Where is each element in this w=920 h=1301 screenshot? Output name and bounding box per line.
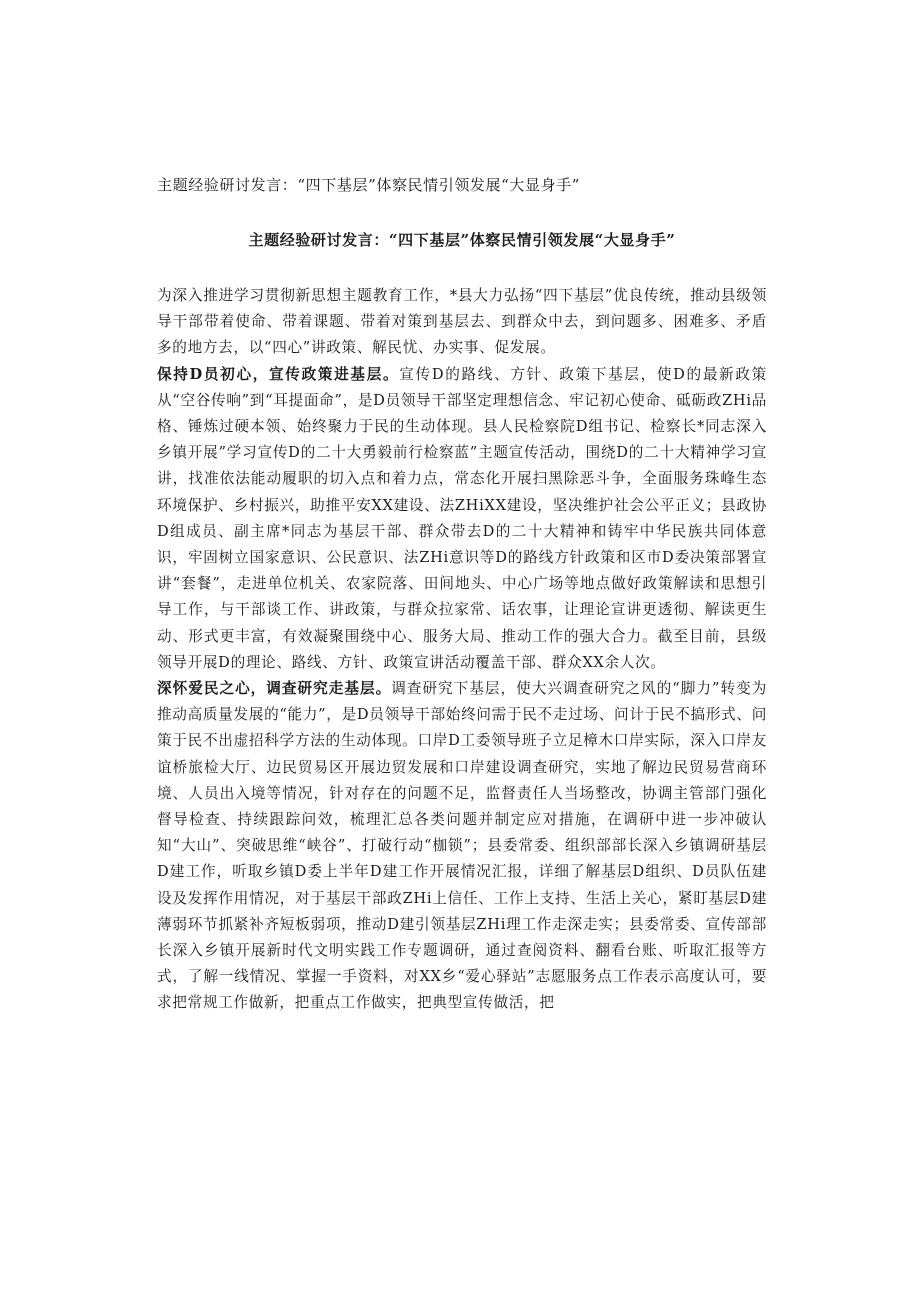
paragraph-text: 为深入推进学习贯彻新思想主题教育工作，*县大力弘扬“四下基层”优良传统，推动县级领导干部带着使命、带着课题、带着对策到基层去、到群众中去，到问题多、困难多、矛盾多的地方去，以“四心”讲政策、解民忧、办实事、促发展。 bbox=[157, 287, 767, 357]
paragraph-lead-heading: 深怀爱民之心，调查研究走基层。 bbox=[157, 680, 392, 698]
document-body bbox=[157, 283, 767, 1017]
running-title: 主题经验研讨发言：“四下基层”体察民情引领发展“大显身手” bbox=[157, 176, 581, 194]
paragraph-intro bbox=[157, 283, 767, 362]
paragraph-propaganda bbox=[157, 362, 767, 676]
paragraph-text: 宣传D的路线、方针、政策下基层，使D的最新政策从“空谷传响”到“耳提面命”，是D员领导干部坚定理想信念、牢记初心使命、砥砺政ZHi品格、锤炼过硬本领、始终聚力于民的生动体现。县人民检察院D组书记、检察长*同志深入乡镇开展”学习宣传D的二十大勇毅前行检察蓝”主题宣传活动，围绕D的二十大精神学习宣讲，找准依法能动履职的切入点和着力点，常态化开展扫黑除恶斗争，全面服务珠峰生态环境保护、乡村振兴，助推平安XX建设、法ZHiXX建设，坚决维护社会公平正义；县政协D组成员、副主席*同志为基层干部、群众带去D的二十大精神和铸牢中华民族共同体意识，牢固树立国家意识、公民意识、法ZHi意识等D的路线方针政策和区市D委决策部署宣讲“套餐”，走进单位机关、农家院落、田间地头、中心广场等地点做好政策解读和思想引导工作，与干部谈工作、讲政策，与群众拉家常、话农事，让理论宣讲更透彻、解读更生动、形式更丰富，有效凝聚围绕中心、服务大局、推动工作的强大合力。截至目前，县级领导开展D的理论、路线、方针、政策宣讲活动覆盖干部、群众XX余人次。 bbox=[157, 365, 767, 671]
document-title: 主题经验研讨发言：“四下基层”体察民情引领发展“大显身手” bbox=[248, 231, 676, 249]
paragraph-lead-heading: 保持D员初心，宣传政策进基层。 bbox=[157, 365, 400, 383]
paragraph-text: 调查研究下基层，使大兴调查研究之风的“脚力”转变为推动高质量发展的“能力”，是D员领导干部始终问需于民不走过场、问计于民不搞形式、问策于民不出虚招科学方法的生动体现。口岸D工委领导班子立足樟木口岸实际，深入口岸友谊桥旅检大厅、边民贸易区开展边贸发展和口岸建设调查研究，实地了解边民贸易营商环境、人员出入境等情况，针对存在的问题不足，监督责任人当场整改，协调主管部门强化督导检查、持续跟踪问效，梳理汇总各类问题并制定应对措施，在调研中进一步冲破认知“大山”、突破思维“峡谷”、打破行动“枷锁”；县委常委、组织部部长深入乡镇调研基层D建工作，听取乡镇D委上半年D建工作开展情况汇报，详细了解基层D组织、D员队伍建设及发挥作用情况，对于基层干部政ZHi上信任、工作上支持、生活上关心，紧盯基层D建薄弱环节抓紧补齐短板弱项，推动D建引领基层ZHi理工作走深走实；县委常委、宣传部部长深入乡镇开展新时代文明实践工作专题调研，通过查阅资料、翻看台账、听取汇报等方式，了解一线情况、掌握一手资料，对XX乡“爱心驿站”志愿服务点工作表示高度认可，要求把常规工作做新，把重点工作做实，把典型宣传做活，把 bbox=[157, 680, 767, 1012]
paragraph-research bbox=[157, 676, 767, 1017]
